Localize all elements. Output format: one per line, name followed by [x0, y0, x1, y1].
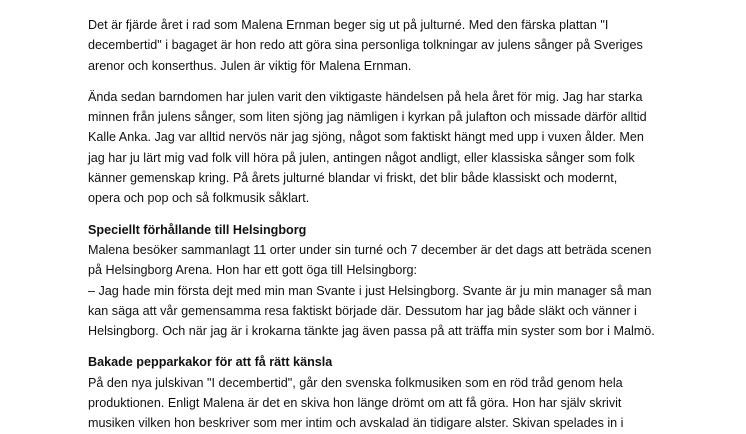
text-line: kan säga att vår gemensamma resa faktiskt började där. Dessutom har jag både släkt och vänner i: [88, 303, 637, 318]
text-line: Helsingborg. Och när jag är i krokarna tänkte jag även passa på att träffa min syster som bor i Malmö.: [88, 324, 655, 339]
text-line: jag har ju lärt mig vad folk vill höra på julen, antingen något andligt, eller klassiska sånger som folk: [88, 150, 635, 165]
article-body: [88, 15, 688, 434]
text-line: Kalle Anka. Jag var alltid nervös när jag sjöng, något som faktiskt hängt med upp i vuxen ålder. Men: [88, 130, 644, 145]
text-line: musiken vilken hon beskriver som mer intim och avskalad än tidigare alster. Skivan spelades in i: [88, 416, 624, 431]
section-heading: Speciellt förhållande till Helsingborg: [88, 222, 307, 237]
paragraph-gap: [88, 341, 688, 352]
section-helsingborg: [88, 220, 688, 342]
text-line: opera och pop och så folkmusik såklart.: [88, 191, 310, 206]
text-line: På den nya julskivan "I decembertid", går den svenska folkmusiken som en röd tråd genom hela: [88, 375, 623, 390]
section-pepparkakor: [88, 352, 688, 433]
text-line: – Jag hade min första dejt med min man Svante i just Helsingborg. Svante är ju min manager så man: [88, 283, 652, 298]
paragraph-gap: [88, 76, 688, 87]
text-line: på Helsingborg Arena. Hon har ett gott öga till Helsingborg:: [88, 263, 418, 278]
text-line: Det är fjärde året i rad som Malena Ernman beger sig ut på julturné. Med den färska plattan "I: [88, 18, 609, 32]
text-line: Malena besöker sammanlagt 11 orter under sin turné och 7 december är det dags att beträda scenen: [88, 242, 652, 257]
text-line: produktionen. Enligt Malena är det en skiva hon länge drömt om att få göra. Hon har själv skrivit: [88, 396, 622, 411]
quote-paragraph: [88, 87, 688, 209]
text-line: minnen från julens sånger, som liten sjöng jag nämligen i kyrkan på julafton och missade därför alltid: [88, 110, 647, 125]
text-line: känner gemenskap kring. På årets julturné blandar vi friskt, det blir både klassiskt och modernt,: [88, 171, 618, 186]
paragraph-gap: [88, 209, 688, 220]
text-line: arenor och konserthus. Julen är viktig för Malena Ernman.: [88, 58, 412, 73]
intro-paragraph: [88, 15, 688, 76]
text-line: decembertid" i bagaget är hon redo att göra sina personliga tolkningar av julens sånger på Sveriges: [88, 38, 643, 53]
text-line: Ända sedan barndomen har julen varit den viktigaste händelsen på hela året för mig. Jag har starka: [88, 89, 643, 104]
section-heading: Bakade pepparkakor för att få rätt känsla: [88, 355, 333, 370]
